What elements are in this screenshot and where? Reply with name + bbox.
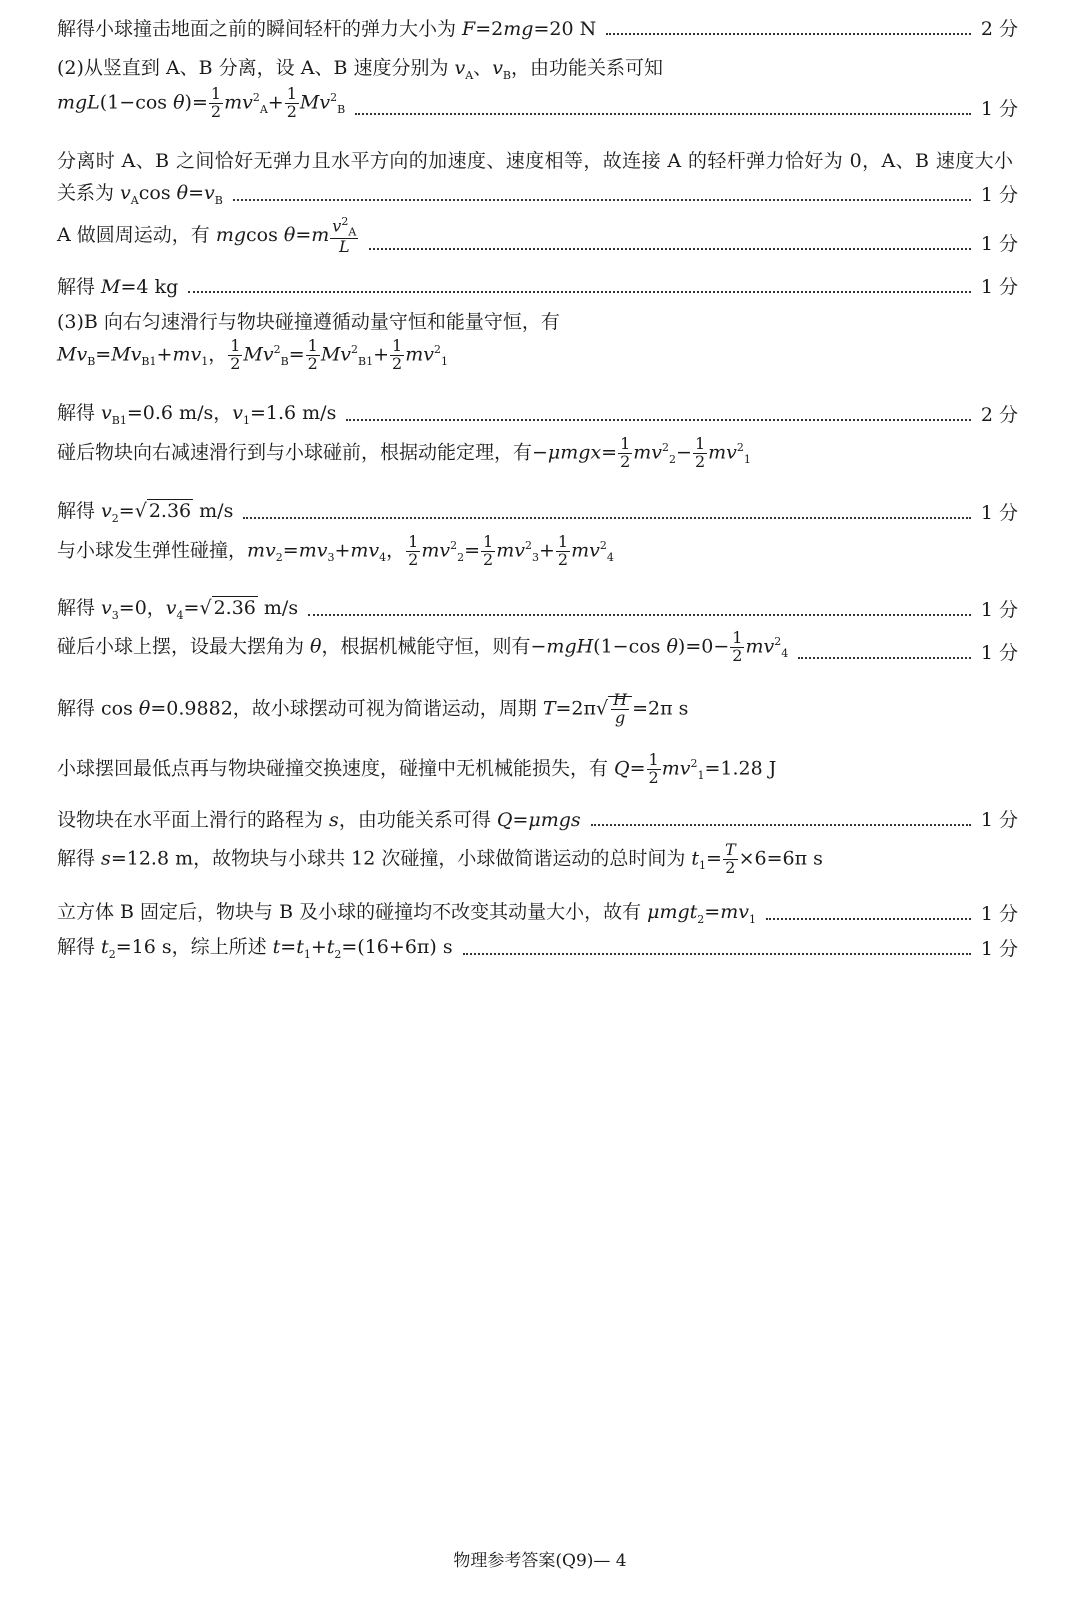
leader-dots bbox=[798, 657, 971, 659]
solution-line: 解得 $t_2=16$ s，综上所述 $t=t_1+t_2=(16+6\pi)$ s 1 分 bbox=[57, 932, 1018, 961]
leader-dots bbox=[188, 291, 971, 293]
score-label: 2 分 bbox=[980, 403, 1018, 426]
score-label: 1 分 bbox=[980, 641, 1018, 664]
solution-line: 解得 s=12.8 m，故物块与小球共 12 次碰撞，小球做简谐运动的总时间为 $t_1=$ $\frac{T}{2}$ ×6=6π s bbox=[57, 840, 823, 877]
solution-line: 碰后小球上摆，设最大摆角为 θ，根据机械能守恒，则有−mgH(1−cos θ)=0− $\frac{1}{2}$ $mv^2_4$ 1 分 bbox=[57, 628, 1018, 665]
solution-line: 设物块在水平面上滑行的路程为 s，由功能关系可得 Q=μmgs 1 分 bbox=[57, 805, 1018, 832]
score-label: 1 分 bbox=[980, 501, 1018, 524]
leader-dots bbox=[355, 113, 971, 115]
solution-line: mgL(1−cos θ)= $\frac{1}{2}$ $mv^2_A+$ $\frac{1}{2}$ $Mv^2_B$ 1 分 bbox=[57, 84, 1018, 121]
solution-line: 解得 $v_{B1}=0.6$ m/s，$v_1=1.6$ m/s 2 分 bbox=[57, 398, 1018, 427]
score-label: 2 分 bbox=[980, 18, 1018, 40]
leader-dots bbox=[463, 953, 971, 955]
score-label: 1 分 bbox=[980, 97, 1018, 120]
leader-dots bbox=[233, 199, 971, 201]
score-label: 1 分 bbox=[980, 276, 1018, 298]
solution-line: 解得 cos θ=0.9882，故小球摆动可视为简谐运动，周期 T=2π√ $\frac{H}{g}$ =2π s bbox=[57, 690, 689, 727]
page-footer: 物理参考答案(Q9)— 4 bbox=[453, 1551, 627, 1571]
solution-line: 小球摆回最低点再与物块碰撞交换速度，碰撞中无机械能损失，有 Q= $\frac{1}{2}$ $mv^2_1=1.28$ J bbox=[57, 750, 777, 787]
solution-line: $Mv_B=Mv_{B1}+mv_1$， $\frac{1}{2}$ $Mv^2_B=$ $\frac{1}{2}$ $Mv^2_{B1}+$ $\frac{1}{2}$ $mv^2_1$ bbox=[57, 336, 448, 373]
leader-dots bbox=[591, 824, 971, 826]
leader-dots bbox=[369, 248, 971, 250]
solution-line: (3)B 向右匀速滑行与物块碰撞遵循动量守恒和能量守恒，有 bbox=[57, 311, 560, 333]
solution-line: 关系为 $v_A\cos$ $\theta=v_B$ 1 分 bbox=[57, 178, 1018, 207]
score-label: 1 分 bbox=[980, 232, 1018, 255]
solution-line: 碰后物块向右减速滑行到与小球碰前，根据动能定理，有−μmgx= $\frac{1}{2}$ $mv^2_2-$ $\frac{1}{2}$ $mv^2_1$ bbox=[57, 434, 751, 471]
leader-dots bbox=[766, 918, 971, 920]
solution-line: (2)从竖直到 A、B 分离，设 A、B 速度分别为 $v_A$、$v_B$，由功能关系可知 bbox=[57, 57, 664, 82]
leader-dots bbox=[243, 517, 971, 519]
score-label: 1 分 bbox=[980, 598, 1018, 621]
solution-line: 分离时 A、B 之间恰好无弹力且水平方向的加速度、速度相等，故连接 A 的轻杆弹力恰好为 0，A、B 速度大小 bbox=[57, 150, 1014, 172]
score-label: 1 分 bbox=[980, 809, 1018, 831]
solution-line: 解得 $v_3=0$，$v_4=√$ 2.36 m/s 1 分 bbox=[57, 593, 1018, 622]
solution-line: 立方体 B 固定后，物块与 B 及小球的碰撞均不改变其动量大小，故有 $\mu mgt_2=mv_1$ 1 分 bbox=[57, 897, 1018, 926]
leader-dots bbox=[346, 419, 971, 421]
score-label: 1 分 bbox=[980, 183, 1018, 206]
solution-line: 解得 M=4 kg 1 分 bbox=[57, 272, 1018, 299]
solution-line: 解得 $v_2=√$ 2.36 m/s 1 分 bbox=[57, 496, 1018, 525]
solution-line: 解得小球撞击地面之前的瞬间轻杆的弹力大小为 F=2mg=20 N 2 分 bbox=[57, 14, 1018, 41]
score-label: 1 分 bbox=[980, 902, 1018, 925]
leader-dots bbox=[308, 614, 971, 616]
leader-dots bbox=[606, 33, 971, 35]
solution-line: 与小球发生弹性碰撞，$mv_2=mv_3+mv_4$， $\frac{1}{2}$ $mv^2_2=$ $\frac{1}{2}$ $mv^2_3+$ $\frac{1}{2}$ $mv^2_4$ bbox=[57, 532, 614, 569]
solution-line: A 做圆周运动，有 mgcos θ=m $\frac{v^2_A}{L}$ 1 分 bbox=[57, 215, 1018, 257]
score-label: 1 分 bbox=[980, 937, 1018, 960]
